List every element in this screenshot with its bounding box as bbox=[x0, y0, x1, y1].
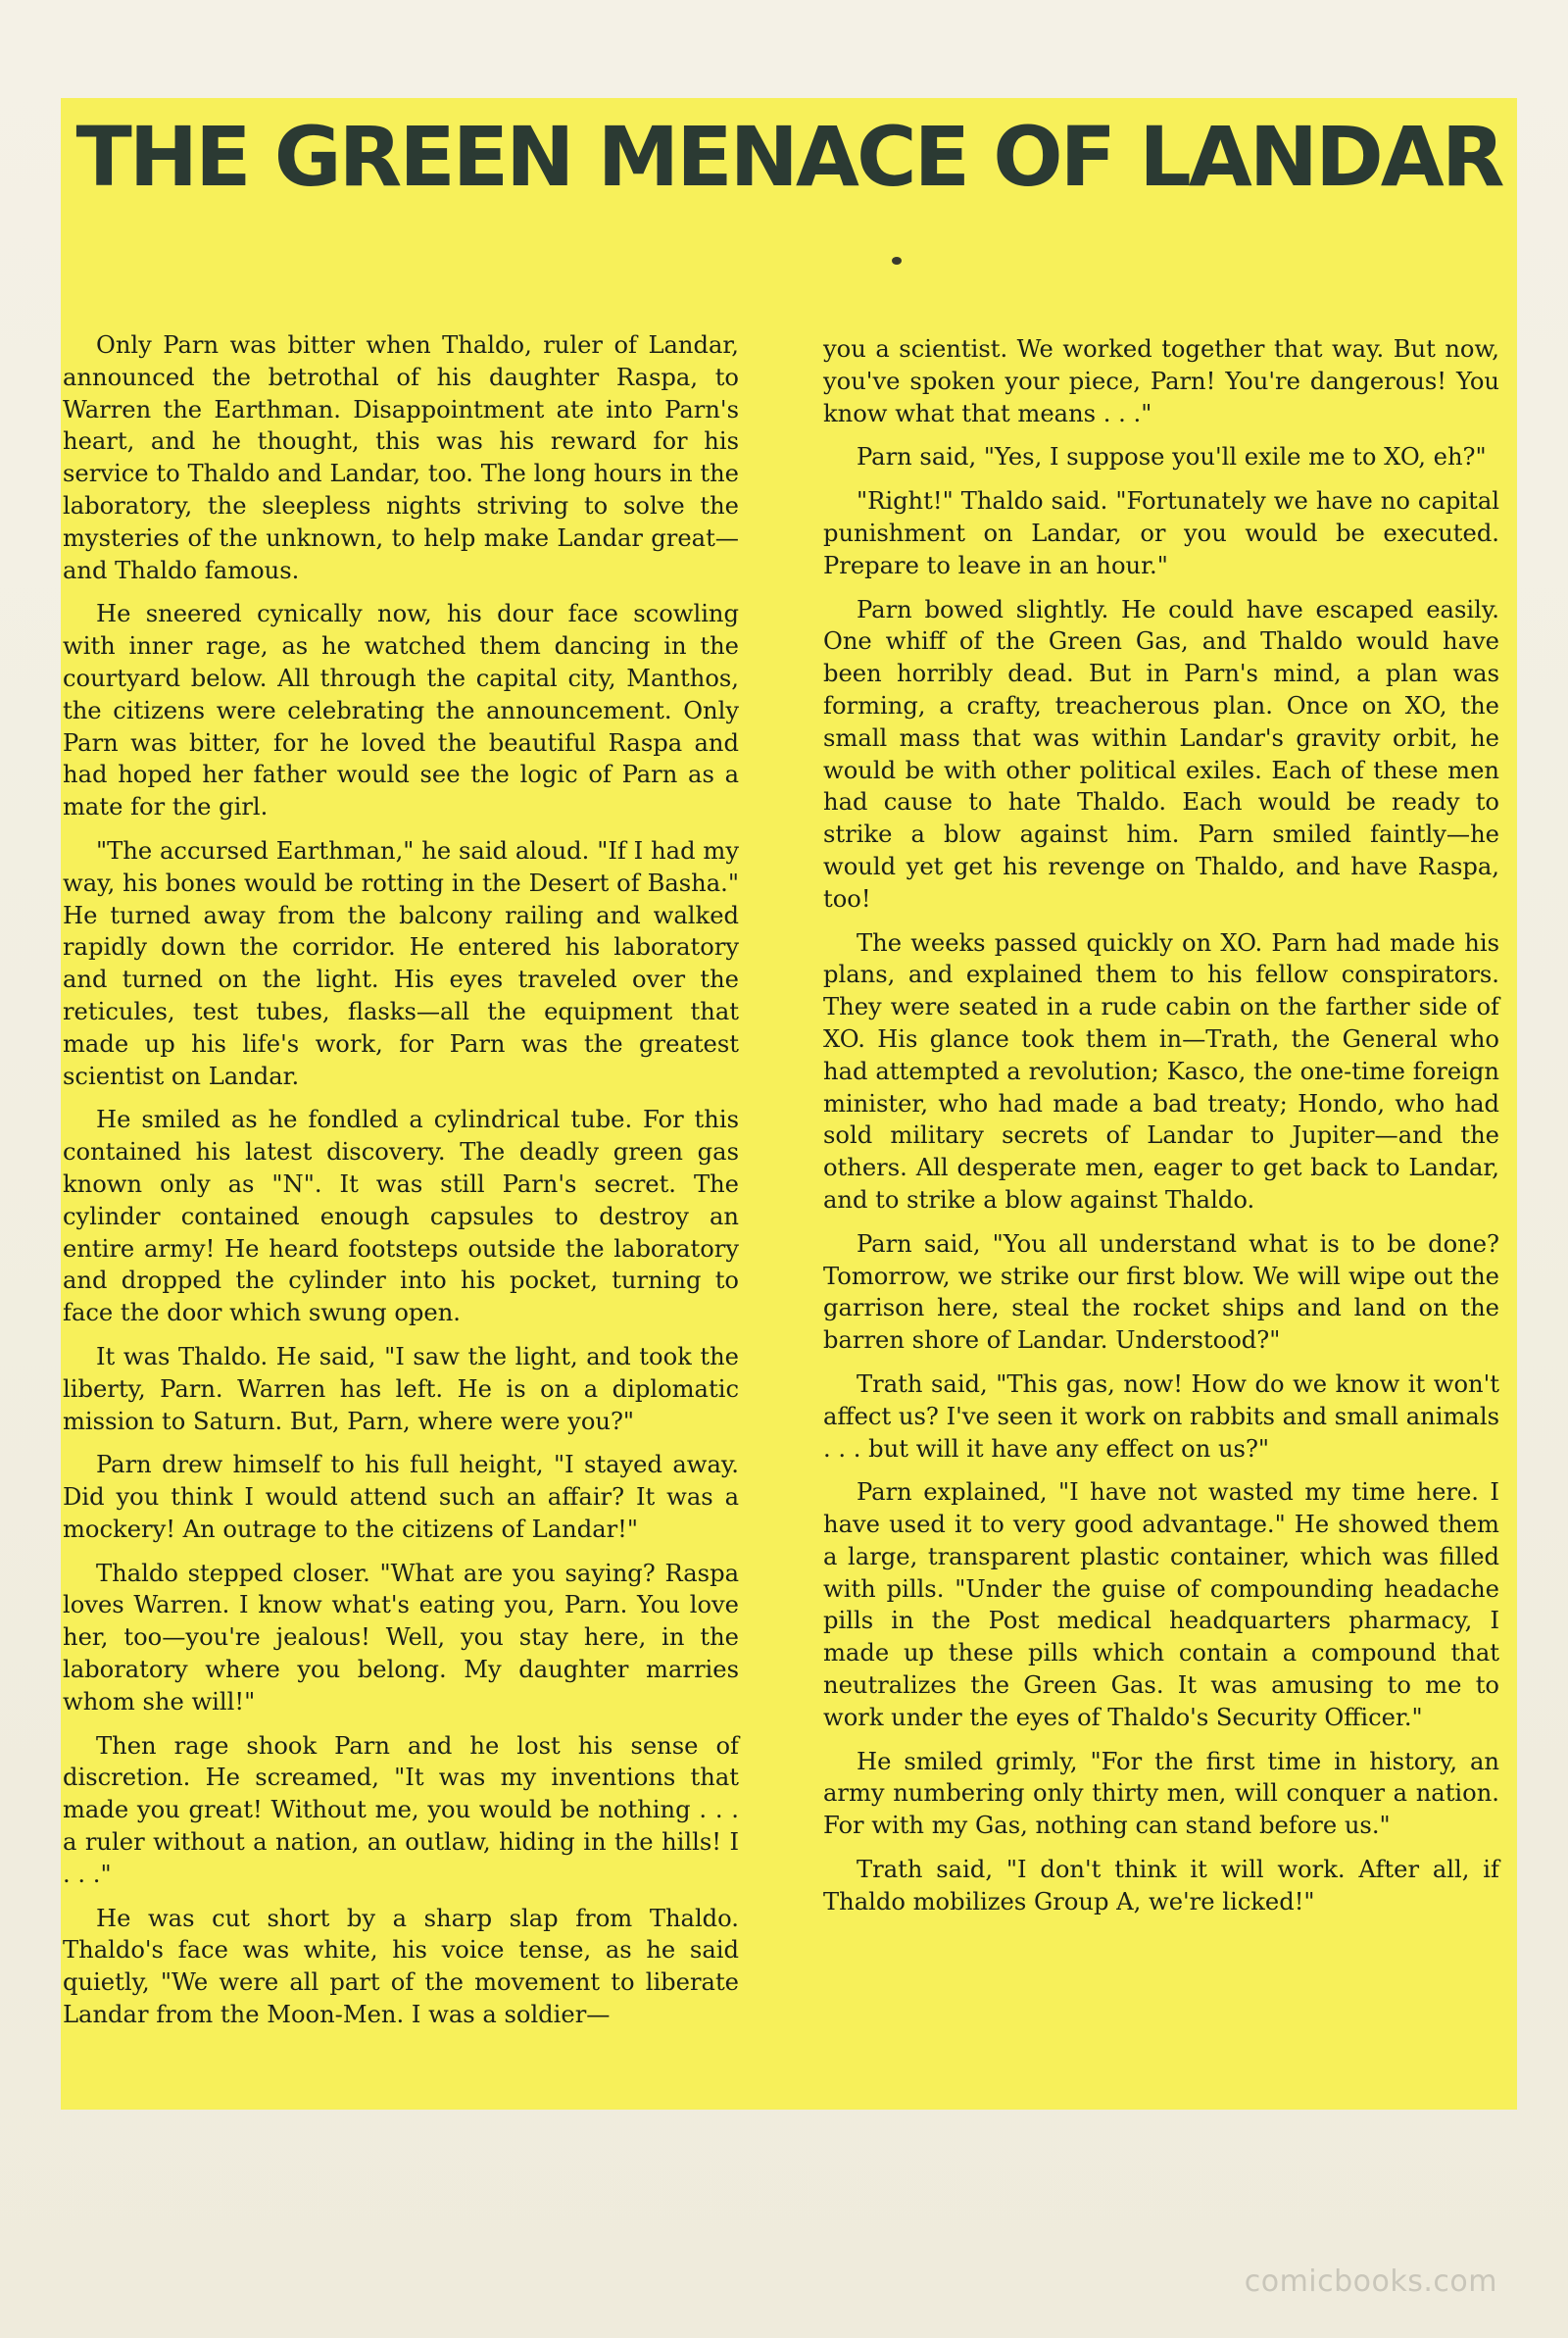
paragraph: It was Thaldo. He said, "I saw the light, and took the liberty, Parn. Warren has left. He is on a diplomatic mission to Saturn. But, Parn, where were you?" bbox=[63, 1342, 739, 1435]
paragraph: He was cut short by a sharp slap from Thaldo. Thaldo's face was white, his voice tense, as he said quietly, "We were all part of the movement to liberate Landar from the Moon-Men. I was a soldier— bbox=[63, 1904, 739, 2029]
paragraph: Parn said, "You all understand what is to be done? Tomorrow, we strike our first blow. We will wipe out the garrison here, steal the rocket ships and land on the barren shore of Landar. Understood?" bbox=[823, 1229, 1499, 1355]
paragraph: He smiled grimly, "For the first time in history, an army numbering only thirty men, will conquer a nation. For with my Gas, nothing can stand before us." bbox=[823, 1747, 1499, 1840]
site-watermark: comicbooks.com bbox=[1244, 2264, 1497, 2299]
paragraph: Parn said, "Yes, I suppose you'll exile me to XO, eh?" bbox=[857, 443, 1487, 472]
paragraph: Thaldo stepped closer. "What are you saying? Raspa loves Warren. I know what's eating you, Parn. You love her, too—you're jealous! Well, you stay here, in the laboratory where you belong. My daughter marries whom she will!" bbox=[63, 1559, 739, 1716]
paragraph: Parn bowed slightly. He could have escaped easily. One whiff of the Green Gas, and Thaldo would have been horribly dead. But in Parn's mind, a plan was forming, a crafty, treacherous plan. Once on XO, the small mass that was within Landar's gravity orbit, he would be with other political exiles. Each of these men had cause to hate Thaldo. Each would be ready to strike a blow against him. Parn smiled faintly—he would yet get his revenge on Thaldo, and have Raspa, too! bbox=[823, 595, 1499, 913]
left-column bbox=[63, 329, 739, 2043]
paragraph: Trath said, "I don't think it will work. After all, if Thaldo mobilizes Group A, we're licked!" bbox=[823, 1856, 1499, 1915]
paragraph: "The accursed Earthman," he said aloud. "If I had my way, his bones would be rotting in the Desert of Basha." He turned away from the balcony railing and walked rapidly down the corridor. He entered his laboratory and turned on the light. His eyes traveled over the reticules, test tubes, flasks—all the equipment that made up his life's work, for Parn was the greatest scientist on Landar. bbox=[63, 836, 739, 1090]
paragraph: Trath said, "This gas, now! How do we know it won't affect us? I've seen it work on rabbits and small animals . . . but will it have any effect on us?" bbox=[823, 1369, 1499, 1463]
paragraph: Parn drew himself to his full height, "I stayed away. Did you think I would attend such an affair? It was a mockery! An outrage to the citizens of Landar!" bbox=[63, 1451, 739, 1543]
paragraph: Then rage shook Parn and he lost his sense of discretion. He screamed, "It was my inventions that made you great! Without me, you would be nothing . . . a ruler without a nation, an outlaw, hiding in the hills! I . . ." bbox=[63, 1731, 739, 1888]
paragraph: He sneered cynically now, his dour face scowling with inner rage, as he watched them dancing in the courtyard below. All through the capital city, Manthos, the citizens were celebrating the announcement. Only Parn was bitter, for he loved the beautiful Raspa and had hoped her father would see the logic of Parn as a mate for the girl. bbox=[63, 600, 739, 821]
ink-speck bbox=[892, 257, 902, 265]
paragraph-continued: you a scientist. We worked together that way. But now, you've spoken your piece, Parn! You're dangerous! You know what that means . . ." bbox=[823, 335, 1499, 427]
paragraph: Only Parn was bitter when Thaldo, ruler of Landar, announced the betrothal of his daughter Raspa, to Warren the Earthman. Disappointment ate into Parn's heart, and he thought, this was his reward for his service to Thaldo and Landar, too. The long hours in the laboratory, the sleepless nights striving to solve the mysteries of the unknown, to help make Landar great—and Thaldo famous. bbox=[63, 331, 739, 584]
story-title: THE GREEN MENACE OF LANDAR bbox=[75, 109, 1502, 205]
paragraph: The weeks passed quickly on XO. Parn had made his plans, and explained them to his fellow conspirators. They were seated in a rude cabin on the farther side of XO. His glance took them in—Trath, the General who had attempted a revolution; Kasco, the one-time foreign minister, who had made a bad treaty; Hondo, who had sold military secrets of Landar to Jupiter—and the others. All desperate men, eager to get back to Landar, and to strike a blow against Thaldo. bbox=[823, 928, 1499, 1214]
paragraph: Parn explained, "I have not wasted my time here. I have used it to very good advantage." He showed them a large, transparent plastic container, which was filled with pills. "Under the guise of compounding headache pills in the Post medical headquarters pharmacy, I made up these pills which contain a compound that neutralizes the Green Gas. It was amusing to me to work under the eyes of Thaldo's Security Officer." bbox=[823, 1478, 1499, 1731]
paragraph: "Right!" Thaldo said. "Fortunately we have no capital punishment on Landar, or you would be executed. Prepare to leave in an hour." bbox=[823, 487, 1499, 579]
right-column bbox=[823, 333, 1499, 1930]
paragraph: He smiled as he fondled a cylindrical tube. For this contained his latest discovery. The deadly green gas known only as "N". It was still Parn's secret. The cylinder contained enough capsules to destroy an entire army! He heard footsteps outside the laboratory and dropped the cylinder into his pocket, turning to face the door which swung open. bbox=[63, 1106, 739, 1327]
